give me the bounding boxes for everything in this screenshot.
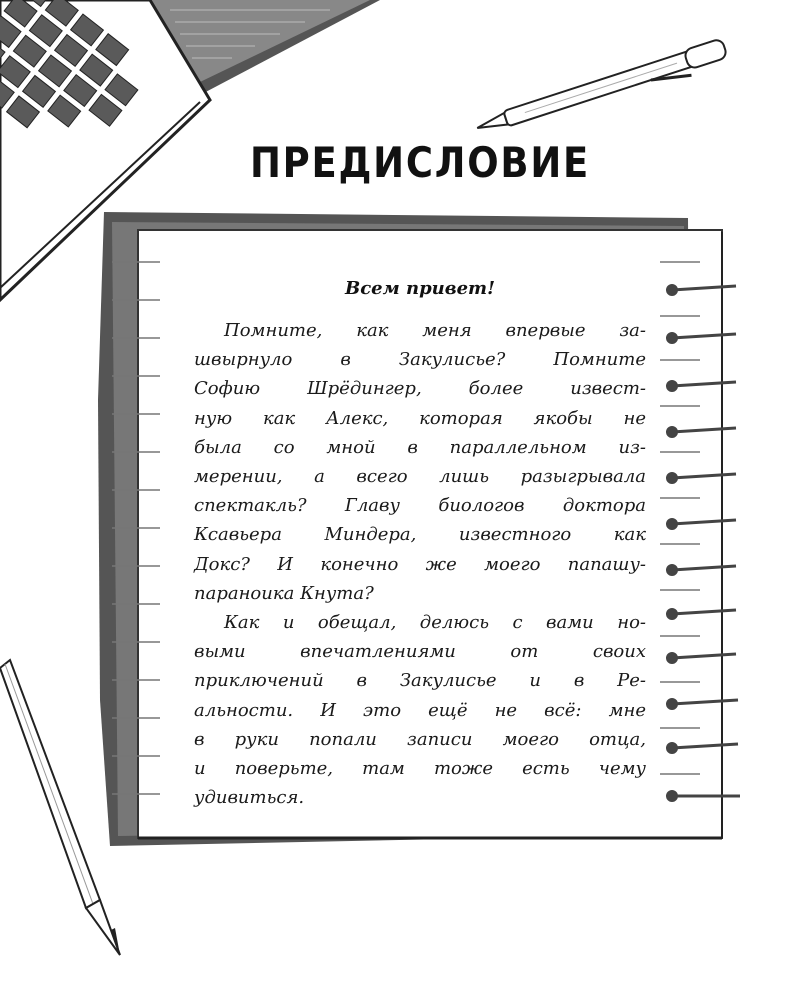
text-line: Софию Шрёдингер, более извест- <box>194 378 646 400</box>
greeting: Всем привет! <box>345 278 495 299</box>
text-line: ную как Алекс, которая якобы не <box>194 407 646 429</box>
text-line: была со мной в параллельном из- <box>194 436 646 458</box>
pen-illustration <box>474 38 729 143</box>
text-line: приключений в Закулисье и в Ре- <box>194 670 646 692</box>
text-line: и поверьте, там тоже есть чему <box>194 758 646 780</box>
text-line: швырнуло в Закулисье? Помните <box>194 349 646 371</box>
text-line: мерении, а всего лишь разыгрывала <box>194 466 646 488</box>
text-line: выми впечатлениями от своих <box>194 641 646 663</box>
text-line: Как и обещал, делюсь с вами но- <box>224 612 646 634</box>
text-line: Ксавьера Миндера, известного как <box>194 524 646 546</box>
text-line: параноика Кнута? <box>194 582 374 604</box>
text-line: спектакль? Главу биологов доктора <box>194 495 646 517</box>
text-line: удивиться. <box>194 787 305 809</box>
text-line: Помните, как меня впервые за- <box>224 320 646 341</box>
preface-text <box>194 316 646 812</box>
text-line: в руки попали записи моего отца, <box>194 728 646 750</box>
page-title: ПРЕДИСЛОВИЕ <box>249 138 591 187</box>
text-line: альности. И это ещё не всё: мне <box>194 699 646 721</box>
notebook-page <box>140 232 700 836</box>
text-line: Докс? И конечно же моего папашу- <box>194 553 646 575</box>
